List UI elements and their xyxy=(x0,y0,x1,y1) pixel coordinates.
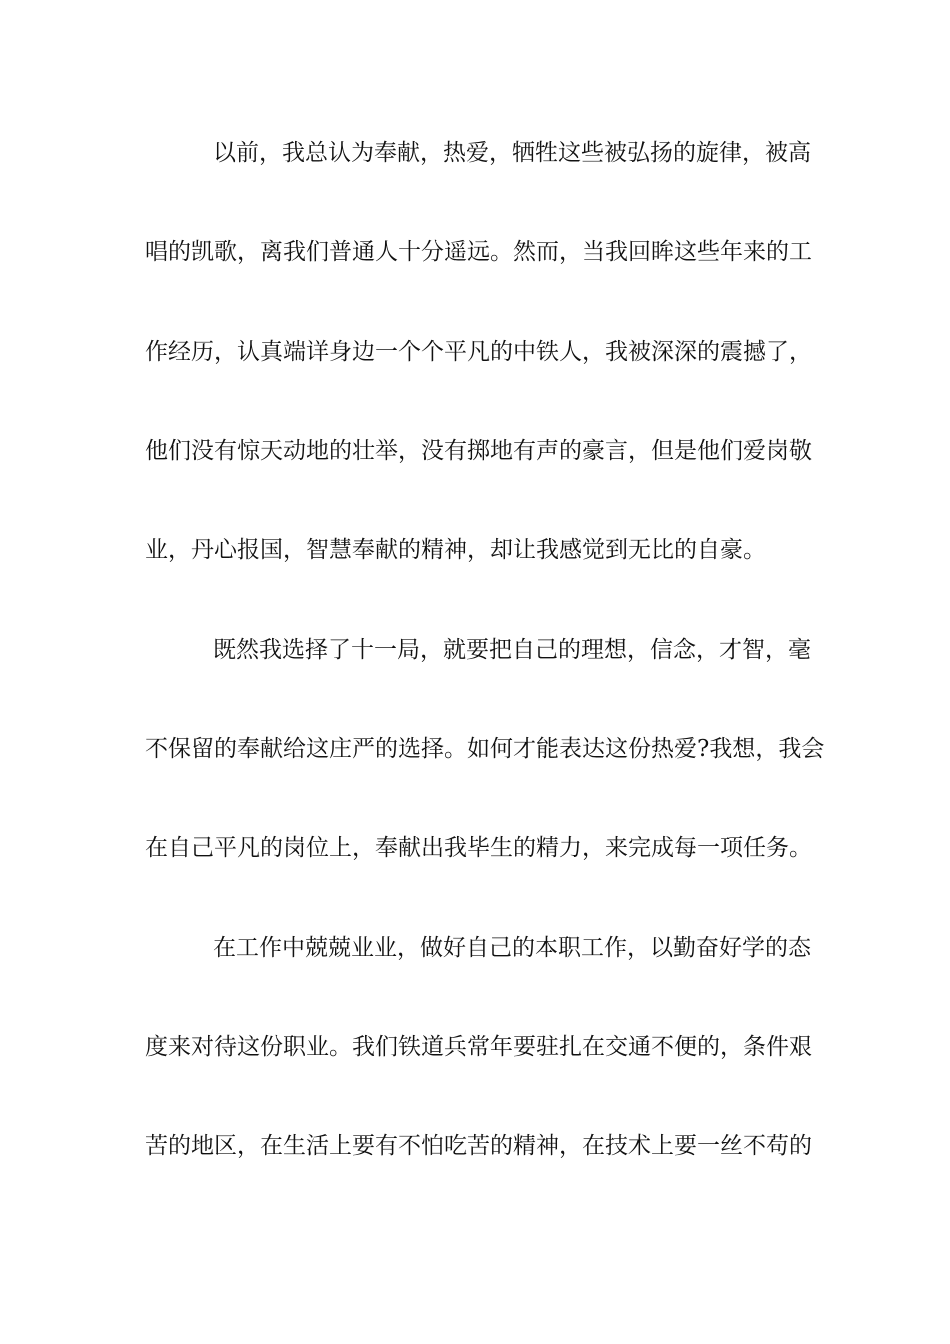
text-line: 唱的凯歌，离我们普通人十分遥远。然而，当我回眸这些年来的工 xyxy=(145,239,812,265)
text-line: 以前，我总认为奉献，热爱，牺牲这些被弘扬的旋律，被高 xyxy=(213,140,811,166)
text-line: 度来对待这份职业。我们铁道兵常年要驻扎在交通不便的，条件艰 xyxy=(145,1034,812,1060)
text-line: 业，丹心报国，智慧奉献的精神，却让我感觉到无比的自豪。 xyxy=(145,537,766,563)
text-line: 既然我选择了十一局，就要把自己的理想，信念，才智，毫 xyxy=(213,637,811,663)
text-line: 作经历，认真端详身边一个个平凡的中铁人，我被深深的震撼了， xyxy=(145,339,812,365)
text-line: 他们没有惊天动地的壮举，没有掷地有声的豪言，但是他们爱岗敬 xyxy=(145,438,812,464)
text-line: 苦的地区，在生活上要有不怕吃苦的精神，在技术上要一丝不苟的 xyxy=(145,1133,812,1159)
text-line: 不保留的奉献给这庄严的选择。如何才能表达这份热爱?我想，我会 xyxy=(145,736,825,762)
text-line: 在工作中兢兢业业，做好自己的本职工作，以勤奋好学的态 xyxy=(213,935,811,961)
text-line: 在自己平凡的岗位上，奉献出我毕生的精力，来完成每一项任务。 xyxy=(145,835,812,861)
